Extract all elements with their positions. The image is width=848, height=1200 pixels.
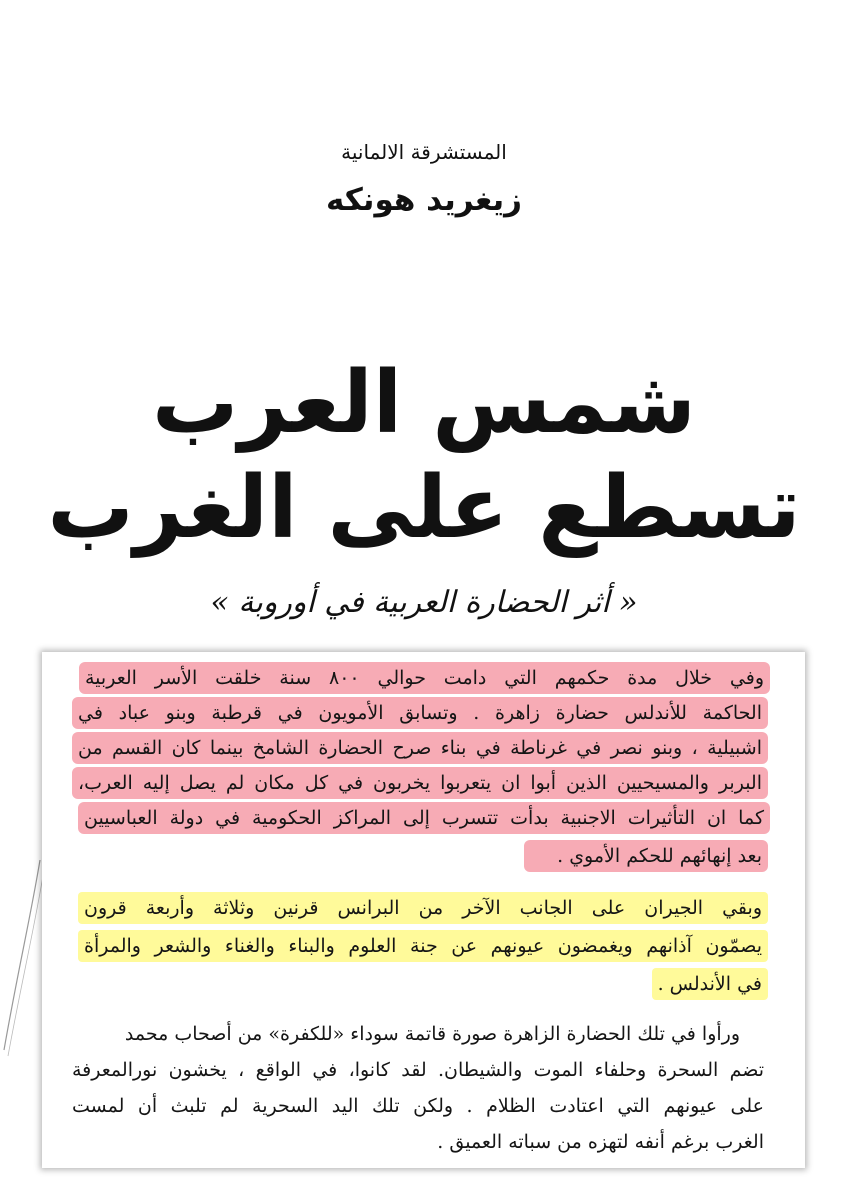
excerpt-line: يصمّون آذانهم ويغمضون عيونهم عن جنة العلوم والبناء والغناء والشعر والمرأة xyxy=(78,930,768,962)
excerpt-line: كما ان التأثيرات الاجنبية بدأت تتسرب إلى المراكز الحكومية في دولة العباسيين xyxy=(78,802,770,834)
book-subtitle: « أثر الحضارة العربية في أوروبة » xyxy=(210,585,638,620)
excerpt-line: وفي خلال مدة حكمهم التي دامت حوالي ٨٠٠ سنة خلقت الأسر العربية xyxy=(79,662,770,694)
author-caption: المستشرقة الالمانية xyxy=(341,140,507,164)
book-title-line-2: تسطع على الغرب xyxy=(47,458,801,558)
highlighted-excerpt xyxy=(42,652,805,1168)
excerpt-line: البربر والمسيحيين الذين أبوا ان يتعربوا يخربون في كل مكان لم يصل إليه العرب، xyxy=(72,767,768,799)
book-title-line-1: شمس العرب xyxy=(152,353,696,453)
author-name: زيغريد هونكه xyxy=(325,182,522,218)
excerpt-line: الحاكمة للأندلس حضارة زاهرة . وتسابق الأمويون في قرطبة وبنو عباد في xyxy=(72,697,768,729)
excerpt-line: اشبيلية ، وبنو نصر في غرناطة في بناء صرح الحضارة الشامخ بينما كان القسم من xyxy=(72,732,768,764)
excerpt-line: في الأندلس . xyxy=(652,968,768,1000)
excerpt-line: تضم السحرة وحلفاء الموت والشيطان. لقد كانوا، في الواقع ، يخشون نورالمعرفة xyxy=(72,1059,764,1081)
excerpt-line: بعد إنهائهم للحكم الأموي . xyxy=(524,840,768,872)
excerpt-line: على عيونهم التي اعتادت الظلام . ولكن تلك اليد السحرية لم تلبث أن لمست xyxy=(72,1095,764,1117)
excerpt-line: الغرب برغم أنفه لتهزه من سباته العميق . xyxy=(437,1131,764,1153)
excerpt-line: ورأوا في تلك الحضارة الزاهرة صورة قاتمة سوداء «للكفرة» من أصحاب محمد xyxy=(124,1023,740,1045)
excerpt-line: وبقي الجيران على الجانب الآخر من البرانس قرنين وثلاثة وأربعة قرون xyxy=(78,892,768,924)
